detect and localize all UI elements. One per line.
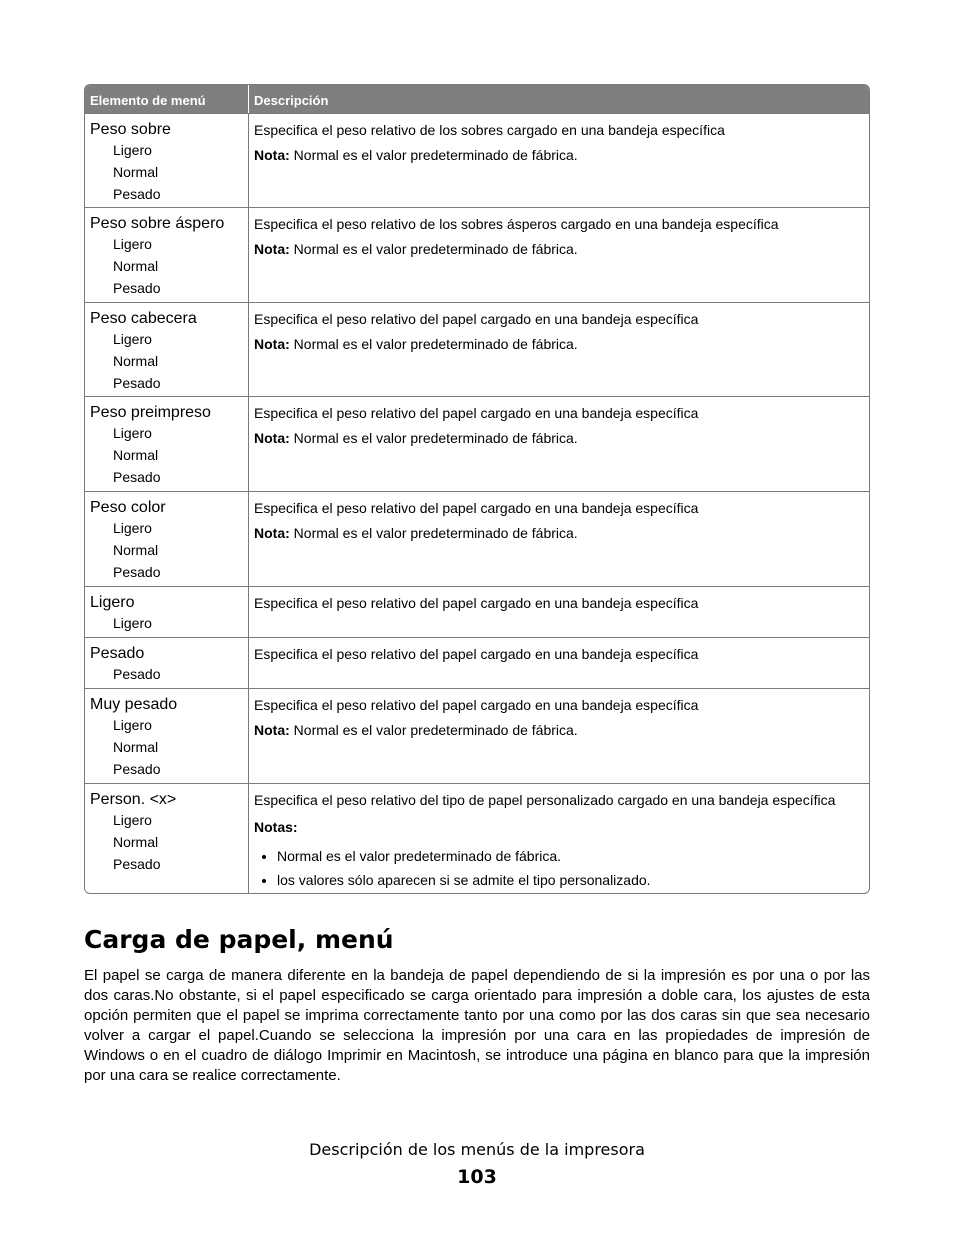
menu-item-option: Normal: [113, 164, 159, 180]
menu-item-cell: [85, 491, 249, 586]
menu-item-option: Ligero: [113, 331, 152, 347]
menu-item-name: Peso color: [90, 499, 166, 516]
menu-item-cell: [85, 688, 249, 783]
header-description: Descripción: [249, 85, 869, 113]
table-row: [85, 637, 869, 688]
menu-item-name: Person. <x>: [90, 791, 177, 808]
note: [249, 328, 869, 353]
notes-label: Notas:: [254, 819, 298, 835]
menu-item-name: Ligero: [90, 594, 135, 611]
list-item: • Normal es el valor predeterminado de fábrica.: [277, 844, 869, 868]
note-text: Normal es el valor predeterminado de fábrica.: [293, 722, 578, 738]
description-text: Especifica el peso relativo de los sobres cargado en una bandeja específica: [254, 122, 725, 138]
note: [249, 139, 869, 164]
description-text: Especifica el peso relativo del papel cargado en una bandeja específica: [254, 405, 699, 421]
menu-item-option: Pesado: [113, 186, 161, 202]
note-label: Nota:: [254, 147, 290, 163]
menu-item-option: Normal: [113, 739, 159, 755]
menu-item-cell: [85, 302, 249, 396]
menu-item-option: Pesado: [113, 666, 161, 682]
note-label: Nota:: [254, 336, 290, 352]
notes-list: [249, 844, 869, 892]
note-label: Nota:: [254, 722, 290, 738]
note-label: Nota:: [254, 241, 290, 257]
table-row: [85, 783, 869, 893]
menu-item-option: Ligero: [113, 615, 152, 631]
section-body: El papel se carga de manera diferente en la bandeja de papel dependiendo de si la impresión es por una o por las dos caras.No obstante, si el papel especificado se carga orientado para impresión a doble cara, los ajustes de esta opción permiten que el papel se imprima correctamente tanto por una como por las dos caras sin que sea necesario volver a cargar el papel.Cuando se selecciona la impresión por una cara en las propiedades de impresión de Windows o en el cuadro de diálogo Imprimir en Macintosh, se introduce una página en blanco para que la impresión por una cara se realice correctamente.: [84, 967, 870, 1084]
section-title: Carga de papel, menú: [84, 925, 394, 954]
menu-item-cell: [85, 586, 249, 637]
menu-item-name: Peso preimpreso: [90, 404, 211, 421]
note-label: Nota:: [254, 430, 290, 446]
header-item: Elemento de menú: [85, 85, 249, 113]
description-cell: [249, 302, 869, 396]
note-label: Nota:: [254, 525, 290, 541]
note: [249, 422, 869, 447]
menu-item-name: Peso sobre: [90, 121, 171, 138]
note-text: Normal es el valor predeterminado de fábrica.: [293, 525, 578, 541]
menu-item-option: Ligero: [113, 142, 152, 158]
menu-item-option: Pesado: [113, 280, 161, 296]
menu-item-option: Normal: [113, 542, 159, 558]
description-text: Especifica el peso relativo del papel cargado en una bandeja específica: [254, 500, 699, 516]
description-cell: [249, 396, 869, 491]
table-row: [85, 688, 869, 783]
menu-item-option: Pesado: [113, 761, 161, 777]
menu-item-option: Ligero: [113, 236, 152, 252]
description-cell: [249, 491, 869, 586]
description-text: Especifica el peso relativo del papel cargado en una bandeja específica: [254, 595, 699, 611]
menu-item-name: Peso sobre áspero: [90, 215, 225, 232]
table-row: [85, 302, 869, 396]
description-text: Especifica el peso relativo del papel cargado en una bandeja específica: [254, 311, 699, 327]
menu-item-option: Normal: [113, 353, 159, 369]
menu-table: [84, 84, 870, 894]
note-text: Normal es el valor predeterminado de fábrica.: [293, 241, 578, 257]
description-cell: [249, 637, 869, 688]
table-row: [85, 207, 869, 302]
menu-item-option: Ligero: [113, 520, 152, 536]
note: [249, 233, 869, 258]
description-cell: [249, 113, 869, 207]
description-cell: [249, 207, 869, 302]
note: [249, 714, 869, 739]
menu-item-option: Normal: [113, 447, 159, 463]
menu-item-option: Normal: [113, 258, 159, 274]
description-cell: [249, 586, 869, 637]
table-row: [85, 396, 869, 491]
table-header-row: [85, 85, 869, 113]
menu-item-cell: [85, 396, 249, 491]
menu-item-cell: [85, 113, 249, 207]
description-cell: [249, 783, 869, 893]
table-body: [85, 113, 869, 893]
description-cell: [249, 688, 869, 783]
list-item: • los valores sólo aparecen si se admite el tipo personalizado.: [277, 868, 869, 892]
menu-item-option: Normal: [113, 834, 159, 850]
menu-item-option: Ligero: [113, 425, 152, 441]
table-row: [85, 113, 869, 207]
description-text: Especifica el peso relativo del tipo de papel personalizado cargado en una bandeja específica: [254, 792, 836, 808]
description-text: Especifica el peso relativo del papel cargado en una bandeja específica: [254, 697, 699, 713]
menu-item-option: Ligero: [113, 812, 152, 828]
menu-item-cell: [85, 207, 249, 302]
menu-item-option: Pesado: [113, 856, 161, 872]
description-text: Especifica el peso relativo de los sobres ásperos cargado en una bandeja específica: [254, 216, 779, 232]
menu-item-option: Pesado: [113, 375, 161, 391]
menu-item-name: Peso cabecera: [90, 310, 197, 327]
footer-title: Descripción de los menús de la impresora: [309, 1140, 645, 1159]
menu-item-option: Ligero: [113, 717, 152, 733]
note-text: Normal es el valor predeterminado de fábrica.: [293, 336, 578, 352]
menu-item-option: Pesado: [113, 564, 161, 580]
page-number: 103: [457, 1166, 497, 1188]
menu-item-name: Muy pesado: [90, 696, 178, 713]
menu-item-cell: [85, 637, 249, 688]
menu-item-cell: [85, 783, 249, 893]
note: [249, 517, 869, 542]
note-text: Normal es el valor predeterminado de fábrica.: [293, 430, 578, 446]
note-text: Normal es el valor predeterminado de fábrica.: [293, 147, 578, 163]
menu-item-option: Pesado: [113, 469, 161, 485]
menu-item-name: Pesado: [90, 645, 145, 662]
description-text: Especifica el peso relativo del papel cargado en una bandeja específica: [254, 646, 699, 662]
table-row: [85, 586, 869, 637]
table-row: [85, 491, 869, 586]
